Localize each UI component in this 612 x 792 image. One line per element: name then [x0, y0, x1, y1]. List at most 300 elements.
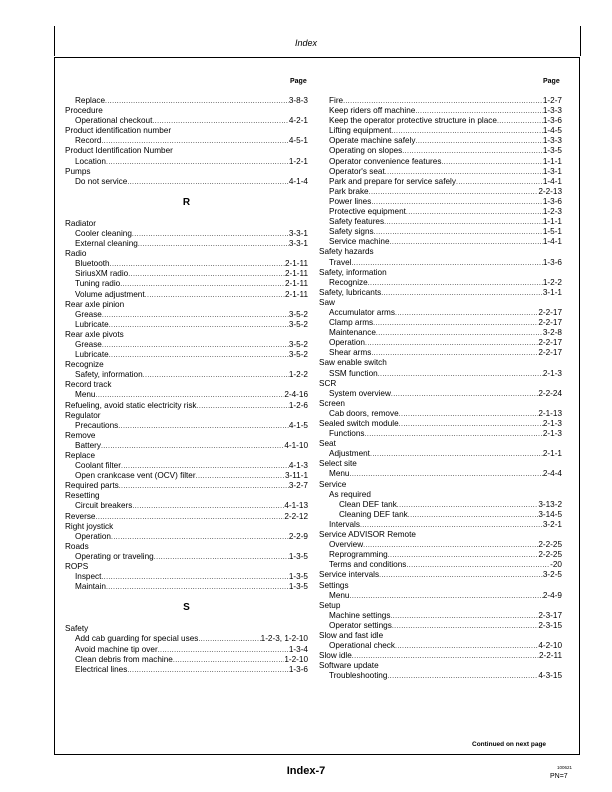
index-entry	[65, 177, 308, 187]
index-entry	[319, 126, 562, 136]
index-entry	[65, 471, 308, 481]
index-heading	[65, 542, 308, 552]
index-entry-text: Product identification number	[65, 126, 172, 136]
dot-leader	[109, 320, 289, 331]
index-entry-text: Do not service	[75, 176, 128, 186]
index-entry	[65, 665, 308, 675]
index-entry-page: 3-3-1	[288, 239, 308, 249]
index-entry-text: Setup	[319, 600, 341, 610]
index-entry-page: 4-5-1	[288, 136, 308, 146]
index-entry	[319, 338, 562, 348]
index-entry	[65, 401, 308, 411]
index-entry-text: Roads	[65, 541, 89, 551]
index-entry	[65, 501, 308, 511]
index-entry-text: Operator settings	[329, 620, 392, 630]
index-entry	[65, 645, 308, 655]
index-entry-text: Service intervals	[319, 570, 380, 580]
index-entry-page: -20	[550, 560, 562, 570]
index-entry-text: Safety	[65, 624, 89, 634]
index-entry	[65, 461, 308, 471]
index-entry-text: Procedure	[65, 106, 103, 116]
index-entry-page: 3-8-3	[288, 96, 308, 105]
index-entry-page: 2-2-17	[538, 318, 562, 328]
index-entry-text: Record track	[65, 380, 112, 390]
index-entry-text: Saw enable switch	[319, 358, 387, 368]
index-entry	[65, 572, 308, 582]
index-heading	[319, 247, 562, 257]
index-entry	[319, 288, 562, 298]
index-entry-page: 2-2-25	[538, 550, 562, 560]
index-entry-page: 2-2-25	[538, 540, 562, 550]
dot-leader	[127, 177, 289, 188]
index-entry	[319, 611, 562, 621]
index-entry-text: Volume adjustment	[75, 289, 145, 299]
index-heading	[65, 380, 308, 390]
index-heading	[65, 330, 308, 340]
index-heading	[319, 581, 562, 591]
index-entry	[319, 570, 562, 580]
index-entry-text: Maintain	[75, 582, 106, 592]
index-entry	[319, 116, 562, 126]
index-entry	[65, 259, 308, 269]
index-entry	[65, 96, 308, 106]
index-entry-text: Service	[319, 479, 347, 489]
index-entry-text: Grease	[75, 309, 102, 319]
index-entry	[65, 350, 308, 360]
dot-leader	[387, 671, 538, 682]
index-entry-text: Record	[75, 136, 102, 146]
index-heading	[319, 379, 562, 389]
index-entry	[319, 157, 562, 167]
index-entry-text: Inspect	[75, 572, 102, 582]
index-heading	[65, 522, 308, 532]
right-page-label: Page	[543, 78, 560, 85]
index-entry	[65, 279, 308, 289]
index-entry-page: 1-4-1	[542, 176, 562, 186]
index-entry-page: 4-1-13	[284, 501, 308, 511]
index-heading	[65, 451, 308, 461]
index-entry-text: Keep riders off machine	[329, 106, 416, 116]
dot-leader	[143, 370, 289, 381]
index-entry-text: Safety features	[329, 217, 385, 227]
index-entry-text: SiriusXM radio	[75, 269, 129, 279]
index-entry	[319, 227, 562, 237]
index-entry-text: As required	[329, 489, 371, 499]
index-entry	[319, 207, 562, 217]
index-entry-page: 3-2-5	[542, 570, 562, 580]
dot-leader	[106, 582, 289, 593]
index-entry-text: Menu	[75, 390, 96, 400]
dot-leader	[105, 96, 289, 107]
index-entry-text: Circuit breakers	[75, 501, 133, 511]
index-entry	[65, 532, 308, 542]
index-entry-page: 2-2-13	[538, 186, 562, 196]
index-entry	[65, 512, 308, 522]
index-entry	[319, 591, 562, 601]
index-entry	[319, 540, 562, 550]
index-entry-page: 1-3-5	[288, 582, 308, 592]
index-entry-text: Software update	[319, 661, 379, 671]
index-entry-text: Operating or traveling	[75, 551, 154, 561]
index-entry-page: 1-2-1	[288, 156, 308, 166]
index-entry-text: Maintenance	[329, 328, 376, 338]
index-entry-text: Select site	[319, 459, 357, 469]
index-entry	[319, 671, 562, 681]
index-entry-text: Lubricate	[75, 350, 109, 360]
dot-leader	[390, 237, 543, 248]
index-heading	[319, 399, 562, 409]
index-entry	[319, 449, 562, 459]
index-entry	[319, 500, 562, 510]
index-entry-page: 2-2-17	[538, 307, 562, 317]
index-entry-page: 1-2-6	[288, 400, 308, 410]
index-entry-text: Shear arms	[329, 348, 372, 358]
index-entry-text: ROPS	[65, 562, 89, 572]
index-heading	[319, 631, 562, 641]
index-entry-text: Recognize	[329, 277, 368, 287]
dot-leader	[106, 157, 289, 168]
index-entry	[319, 237, 562, 247]
index-entry-text: Radiator	[65, 218, 96, 228]
index-entry-page: 2-3-17	[538, 610, 562, 620]
index-entry-text: Operator's seat	[329, 166, 385, 176]
index-entry-text: Grease	[75, 339, 102, 349]
index-entry-text: Tuning radio	[75, 279, 121, 289]
index-entry	[65, 136, 308, 146]
index-heading	[319, 358, 562, 368]
index-entry-text: Operation	[329, 338, 365, 348]
index-entry-text: Sealed switch module	[319, 419, 399, 428]
index-heading	[65, 146, 308, 156]
index-entry-page: 1-3-1	[542, 166, 562, 176]
index-entry	[319, 278, 562, 288]
index-entry-text: Recognize	[65, 360, 104, 370]
index-entry	[319, 510, 562, 520]
index-entry-page: 1-3-3	[542, 136, 562, 146]
index-entry-text: Park brake	[329, 186, 369, 196]
left-page-label: Page	[290, 78, 307, 85]
dot-leader	[154, 552, 289, 563]
index-entry-page: 2-1-11	[284, 279, 308, 289]
index-entry	[65, 157, 308, 167]
index-entry	[319, 651, 562, 661]
index-entry-page: 2-1-3	[542, 368, 562, 378]
index-entry-text: Safety hazards	[319, 247, 374, 257]
index-entry	[319, 469, 562, 479]
footer-pn: PN=7	[550, 773, 568, 780]
left-index-column	[65, 96, 308, 675]
index-entry	[65, 582, 308, 592]
index-entry-page: 1-3-3	[542, 106, 562, 116]
index-entry-text: Protective equipment	[329, 207, 406, 217]
index-entry	[319, 318, 562, 328]
index-entry-page: 3-2-7	[288, 481, 308, 491]
index-entry	[65, 441, 308, 451]
index-entry-text: SSM function	[329, 368, 378, 378]
index-entry-text: Lubricate	[75, 319, 109, 329]
index-entry-text: Intervals	[329, 519, 360, 529]
index-entry-page: 2-1-1	[542, 449, 562, 459]
index-entry	[319, 136, 562, 146]
footer-code: 100621	[557, 765, 573, 770]
index-heading	[319, 298, 562, 308]
index-entry	[319, 550, 562, 560]
dot-leader	[378, 369, 543, 380]
index-heading	[319, 530, 562, 540]
index-entry-page: 4-1-5	[288, 420, 308, 430]
index-entry	[319, 560, 562, 570]
index-entry-page: 3-5-2	[288, 350, 308, 360]
index-entry-page: 2-2-24	[538, 388, 562, 398]
index-entry-text: Safety signs	[329, 227, 374, 237]
dot-leader	[145, 290, 285, 301]
index-entry-text: Menu	[329, 469, 350, 479]
index-entry-page: 3-14-5	[538, 509, 562, 519]
index-entry-text: Safety, lubricants	[319, 287, 382, 297]
index-entry	[319, 197, 562, 207]
index-entry	[319, 348, 562, 358]
index-entry-text: Overview	[329, 540, 364, 550]
index-entry-text: Replace	[65, 451, 96, 460]
index-entry-page: 1-1-1	[542, 217, 562, 227]
index-heading	[65, 126, 308, 136]
index-heading	[319, 601, 562, 611]
index-heading	[65, 360, 308, 370]
index-entry-page: 1-4-5	[542, 126, 562, 136]
index-entry	[319, 217, 562, 227]
index-entry-page: 1-2-3, 1-2-10	[260, 634, 308, 644]
index-entry-text: Slow idle	[319, 651, 352, 661]
index-entry-page: 1-3-6	[542, 196, 562, 206]
index-entry-page: 2-2-12	[284, 511, 308, 521]
index-entry-page: 1-2-2	[288, 370, 308, 380]
index-entry-text: Precautions	[75, 420, 119, 430]
index-entry-text: Safety, information	[75, 370, 143, 380]
index-entry-page: 4-1-3	[288, 461, 308, 471]
continued-note: Continued on next page	[472, 741, 547, 748]
index-entry-text: Required parts	[65, 481, 119, 491]
index-entry-page: 1-2-10	[284, 654, 308, 664]
dot-leader	[152, 116, 289, 127]
index-entry-text: Fire	[329, 96, 344, 105]
index-entry	[319, 520, 562, 530]
index-entry-text: Safety, information	[319, 267, 387, 277]
index-entry-page: 1-3-5	[542, 146, 562, 156]
index-entry-page: 2-1-3	[542, 419, 562, 428]
index-entry-text: Avoid machine tip over	[75, 644, 158, 654]
index-entry	[65, 634, 308, 644]
dot-leader	[352, 651, 539, 662]
index-entry	[319, 328, 562, 338]
index-entry-page: 1-4-1	[542, 237, 562, 247]
index-entry	[319, 96, 562, 106]
index-heading	[319, 439, 562, 449]
index-entry-page: 2-2-17	[538, 348, 562, 358]
index-heading	[65, 411, 308, 421]
index-entry-text: Menu	[329, 590, 350, 600]
index-entry	[319, 177, 562, 187]
index-entry-page: 2-2-17	[538, 338, 562, 348]
index-entry-page: 2-4-9	[542, 590, 562, 600]
index-entry-page: 2-1-11	[284, 289, 308, 299]
dot-leader	[118, 421, 289, 432]
index-heading	[319, 480, 562, 490]
dot-leader	[349, 591, 542, 602]
index-heading	[65, 491, 308, 501]
index-entry-text: Operate machine safely	[329, 136, 416, 146]
index-entry-text: Service ADVISOR Remote	[319, 530, 416, 540]
index-entry-text: SCR	[319, 378, 337, 388]
index-entry-text: Radio	[65, 249, 87, 259]
dot-leader	[370, 449, 543, 460]
index-entry-page: 4-3-15	[538, 671, 562, 681]
index-entry-text: Right joystick	[65, 521, 114, 531]
index-entry-page: 2-1-11	[284, 269, 308, 279]
index-entry-page: 1-5-1	[542, 227, 562, 237]
index-entry-page: 4-1-10	[284, 440, 308, 450]
index-entry-page: 2-1-3	[542, 429, 562, 439]
index-heading	[65, 106, 308, 116]
index-entry-text: Accumulator arms	[329, 307, 395, 317]
index-entry	[319, 187, 562, 197]
dot-leader	[109, 350, 289, 361]
index-entry-text: Refueling, avoid static electricity risk	[65, 400, 197, 410]
index-entry-page: 4-2-1	[288, 116, 308, 126]
dot-leader	[111, 532, 289, 543]
index-entry-text: Slow and fast idle	[319, 630, 384, 640]
index-entry-text: Product Identification Number	[65, 146, 173, 156]
index-entry-text: External cleaning	[75, 239, 138, 249]
index-entry-text: Screen	[319, 398, 345, 408]
index-entry-text: Reprogramming	[329, 550, 388, 560]
index-entry-text: Open crankcase vent (OCV) filter	[75, 471, 196, 481]
index-entry	[319, 369, 562, 379]
index-entry	[319, 308, 562, 318]
index-entry-page: 2-2-11	[538, 651, 562, 661]
index-entry-text: Reverse	[65, 511, 96, 521]
index-entry-text: Troubleshooting	[329, 671, 388, 681]
index-entry-text: Operator convenience features	[329, 156, 442, 166]
index-entry	[319, 258, 562, 268]
index-entry-text: Regulator	[65, 410, 101, 420]
index-entry-page: 1-3-6	[542, 116, 562, 126]
index-entry-text: Rear axle pinion	[65, 299, 125, 309]
index-entry	[65, 290, 308, 300]
index-entry	[319, 419, 562, 429]
dot-leader	[391, 389, 538, 400]
dot-leader	[365, 429, 543, 440]
index-entry-page: 1-2-7	[542, 96, 562, 105]
index-heading	[65, 431, 308, 441]
index-entry-page: 3-1-1	[542, 287, 562, 297]
index-entry-text: Seat	[319, 439, 336, 449]
dot-leader	[138, 239, 289, 250]
index-heading	[319, 459, 562, 469]
index-entry-text: Coolant filter	[75, 461, 121, 471]
index-entry-text: Terms and conditions	[329, 560, 407, 570]
index-entry-text: Cleaning DEF tank	[339, 509, 408, 519]
index-entry-text: Adjustment	[329, 449, 370, 459]
index-entry	[65, 655, 308, 665]
index-entry-text: Replace	[75, 96, 106, 105]
index-entry-text: Operating on slopes	[329, 146, 403, 156]
index-entry-page: 3-3-1	[288, 228, 308, 238]
index-entry	[65, 370, 308, 380]
index-entry	[319, 389, 562, 399]
dot-leader	[96, 512, 285, 523]
index-entry	[65, 310, 308, 320]
dot-leader	[127, 665, 289, 676]
index-entry	[65, 116, 308, 126]
index-heading	[65, 562, 308, 572]
right-index-column	[319, 96, 562, 681]
index-entry-text: Power lines	[329, 196, 372, 206]
dot-leader	[349, 469, 542, 480]
index-entry-text: Travel	[329, 257, 352, 267]
index-entry-text: Machine settings	[329, 610, 391, 620]
index-entry-page: 2-4-16	[284, 390, 308, 400]
index-entry-text: Cab doors, remove	[329, 408, 399, 418]
index-entry-text: Lifting equipment	[329, 126, 392, 136]
index-entry-text: Functions	[329, 429, 365, 439]
index-entry	[65, 552, 308, 562]
index-entry-text: Location	[75, 156, 106, 166]
footer-page-number: Index-7	[286, 765, 326, 777]
index-entry-page: 3-5-2	[288, 339, 308, 349]
index-entry-page: 3-5-2	[288, 309, 308, 319]
index-entry-page: 4-2-10	[538, 641, 562, 651]
dot-leader	[197, 401, 289, 412]
index-entry	[65, 229, 308, 239]
index-entry-text: Pumps	[65, 166, 91, 176]
dot-leader	[119, 481, 289, 492]
index-entry	[319, 641, 562, 651]
index-entry	[319, 146, 562, 156]
index-entry-text: Bluetooth	[75, 259, 110, 269]
index-heading	[65, 249, 308, 259]
index-entry	[65, 481, 308, 491]
index-entry	[65, 340, 308, 350]
dot-leader	[379, 570, 543, 581]
section-letter: R	[182, 196, 191, 208]
index-entry-text: Cooler cleaning	[75, 228, 132, 238]
index-entry	[319, 167, 562, 177]
index-entry	[65, 239, 308, 249]
index-entry-text: Park and prepare for service safely	[329, 176, 456, 186]
index-entry-page: 3-13-2	[538, 499, 562, 509]
index-entry-page: 1-3-5	[288, 572, 308, 582]
index-entry	[65, 320, 308, 330]
index-entry-page: 1-2-3	[542, 207, 562, 217]
index-entry-text: Service machine	[329, 237, 390, 247]
index-entry-page: 1-3-4	[288, 644, 308, 654]
index-heading	[65, 219, 308, 229]
dot-leader	[101, 441, 284, 452]
index-heading	[319, 661, 562, 671]
index-entry-text: Electrical lines	[75, 664, 128, 674]
index-entry	[65, 421, 308, 431]
index-entry-text: Resetting	[65, 491, 100, 501]
index-entry-page: 3-2-1	[542, 519, 562, 529]
index-entry-text: Remove	[65, 430, 96, 440]
index-entry	[319, 409, 562, 419]
index-entry	[65, 269, 308, 279]
dot-leader	[381, 288, 543, 299]
index-entry-text: Settings	[319, 580, 349, 590]
index-entry-text: Saw	[319, 297, 335, 307]
index-heading	[65, 300, 308, 310]
index-entry	[65, 390, 308, 400]
